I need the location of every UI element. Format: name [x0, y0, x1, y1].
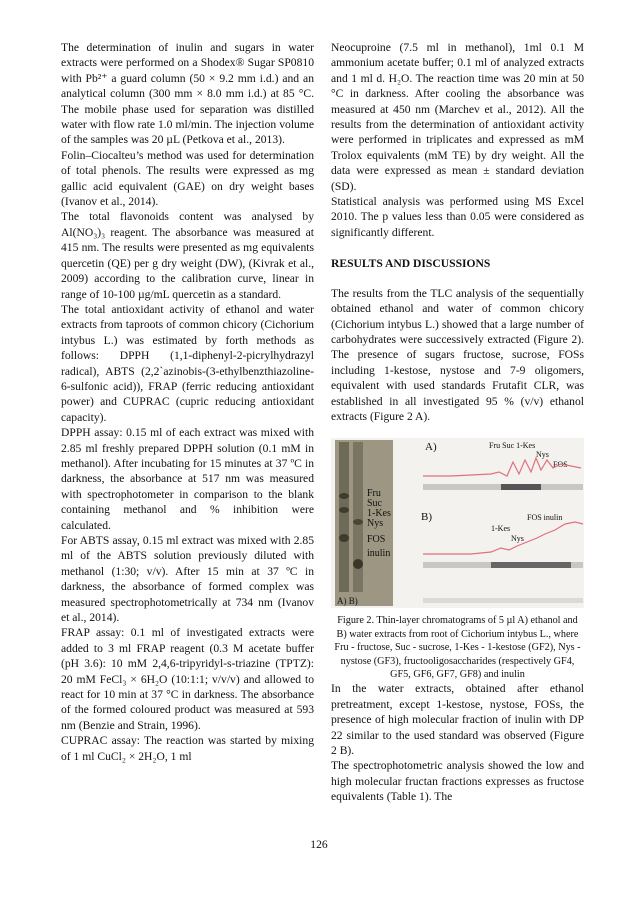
paragraph-hplc-method: The determination of inulin and sugars in water extracts were performed on a Shodex® Sugar SP0810 with Pb²⁺ a guard column (50 × 9.2 mm i.d.) and an analytical column (300 mm × 8.0 mm i.d.) at 85 °C. The mobile phase used for separation was distilled water with flow rate 1.0 ml/min. The injection volume of the samples was 20 µL (Petkova et al., 2013). [61, 41, 314, 147]
paragraph-flavonoids: The total flavonoids content was analysed by Al(NO₃)₃ reagent. The absorbance was measured at 415 nm. The results were presented as mg equivalents quercetin (QE) per g dry weight (DW), (Kivrak et al., 2009) according to the calibration curve, linear in range of 10-100 µg/mL quercetin as a standard. [61, 210, 314, 301]
panel-b-label: B) [421, 511, 432, 524]
plate-label-1kes: 1-Kes [367, 508, 391, 520]
plate-label-fru: Fru [367, 488, 381, 500]
left-column [61, 40, 314, 764]
panel-a-label: A) [425, 441, 437, 454]
paragraph-antioxidant-activity: The total antioxidant activity of ethanol and water extracts from taproots of common chicory (Cichorium intybus L.) was estimated by forth methods as follows: DPPH (1,1-diphenyl-2-picrylhydrazyl radical), ABTS (2,2`azinobis-(3-ethylbenzthiazoline-6-sulfonic acid)), FRAP (ferric reducing antioxidant power) and CUPRAC (cupric reducing antioxidant capacity). [61, 302, 314, 424]
page-number: 126 [310, 838, 328, 851]
panel-b-fos-inulin: FOS inulin [527, 513, 563, 523]
plate-label-inulin: inulin [367, 548, 391, 560]
lane-labels: A) B) [337, 596, 358, 607]
panel-a-nys: Nys [536, 450, 549, 460]
paragraph-spectrophotometric: The spectrophotometric analysis showed the low and high molecular fructan fractions expresses as fructose equivalents (Table 1). The [331, 759, 584, 804]
right-column [331, 40, 584, 805]
paragraph-abts-assay: For ABTS assay, 0.15 ml extract was mixed with 2.85 ml of the ABTS solution previously diluted with methanol (1:30; v/v). After 15 min at 37 ºC in darkness, the absorbance of formed complex was measured spectrophotometrically at 734 nm (Ivanov et al., 2014). [61, 534, 314, 625]
paragraph-statistics: Statistical analysis was performed using MS Excel 2010. The p values less than 0.05 were considered as significantly different. [331, 195, 584, 239]
paragraph-cuprac-continued: Neocuproine (7.5 ml in methanol), 1ml 0.1 M ammonium acetate buffer; 0.1 ml of analyzed extracts and 1 ml d. H₂O. The reaction time was 20 min at 50 °C in darkness. After cooling the absorbance was measured at 450 nm (Marchev et al., 2012). All the results from the determination of antioxidant activity were performed in triplicates and expressed as mM Trolox equivalents (mM TE) by dry weight. All the data were expressed as mean ± standard deviation (SD). [331, 41, 584, 193]
panel-b-nys: Nys [511, 534, 524, 544]
panel-a-peaks-top: Fru Suc 1-Kes [489, 441, 536, 451]
paragraph-tlc-results: The results from the TLC analysis of the sequentially obtained ethanol and water of common chicory (Cichorium intybus L.) showed that a large number of carbohydrates were successively extracted (Figure 2). The presence of sugars fructose, sucrose, FOSs including 1-kestose, nystose and 7-9 oligomers, equivalent with used standards Frutafit CLR, was established in all investigated 95 % (v/v) ethanol extracts (Figure 2 A). [331, 286, 584, 423]
paragraph-cuprac-assay: CUPRAC assay: The reaction was started by mixing of 1 ml CuCl₂ × 2H₂O, 1 ml [61, 734, 314, 763]
paragraph-dpph-assay: DPPH assay: 0.15 ml of each extract was mixed with 2.85 ml freshly prepared DPPH solution (0.1 mM in methanol). After incubating for 15 minutes at 37 ºC in darkness, the absorbance at 517 nm was measured with spectrophotometer in comparison to the blank containing methanol and % inhibition were calculated. [61, 426, 314, 532]
panel-a-fos: FOS [553, 460, 568, 470]
tlc-chromatogram-image [331, 438, 584, 608]
paragraph-frap-assay: FRAP assay: 0.1 ml of investigated extracts were added to 3 ml FRAP reagent (0.3 M acetate buffer (pH 3.6): 10 mM 2,4,6-tripyridyl-s-triazine (TPTZ): 20 mM FeCl₃ × 6H₂O (10:1:1; v/v/v) and allowed to react for 10 min at 37 °C in darkness. The absorbance of the formed coloured product was measured at 593 nm (Benzie and Strain, 1996). [61, 626, 314, 732]
paragraph-total-phenols: Folin–Ciocalteu’s method was used for determination of total phenols. The results were expressed as mg gallic acid equivalent (GAE) on dry weight bases (Ivanov et al., 2014). [61, 148, 314, 209]
plate-label-nys: Nys [367, 518, 384, 530]
panel-b-1kes: 1-Kes [491, 524, 511, 534]
section-heading: RESULTS AND DISCUSSIONS [331, 257, 491, 271]
plate-label-fos: FOS [367, 534, 386, 546]
plate-label-suc: Suc [367, 498, 382, 510]
paragraph-water-extracts: In the water extracts, obtained after ethanol pretreatment, except 1-kestose, nystose, FOSs, the presence of high molecular fraction of inulin with DP 22 similar to the used standard was observed (Figure 2 B). [331, 682, 584, 757]
figure-caption: Figure 2. Thin-layer chromatograms of 5 µl A) ethanol and B) water extracts from root of Cichorium intybus L., where Fru - fructose, Suc - sucrose, 1-Kes - 1-kestose (GF2), Nys - nystose (GF3), fructooligosaccharides (respectively GF4, GF5, GF6, GF7, GF8) and inulin [334, 615, 581, 680]
figure-2 [331, 438, 584, 608]
